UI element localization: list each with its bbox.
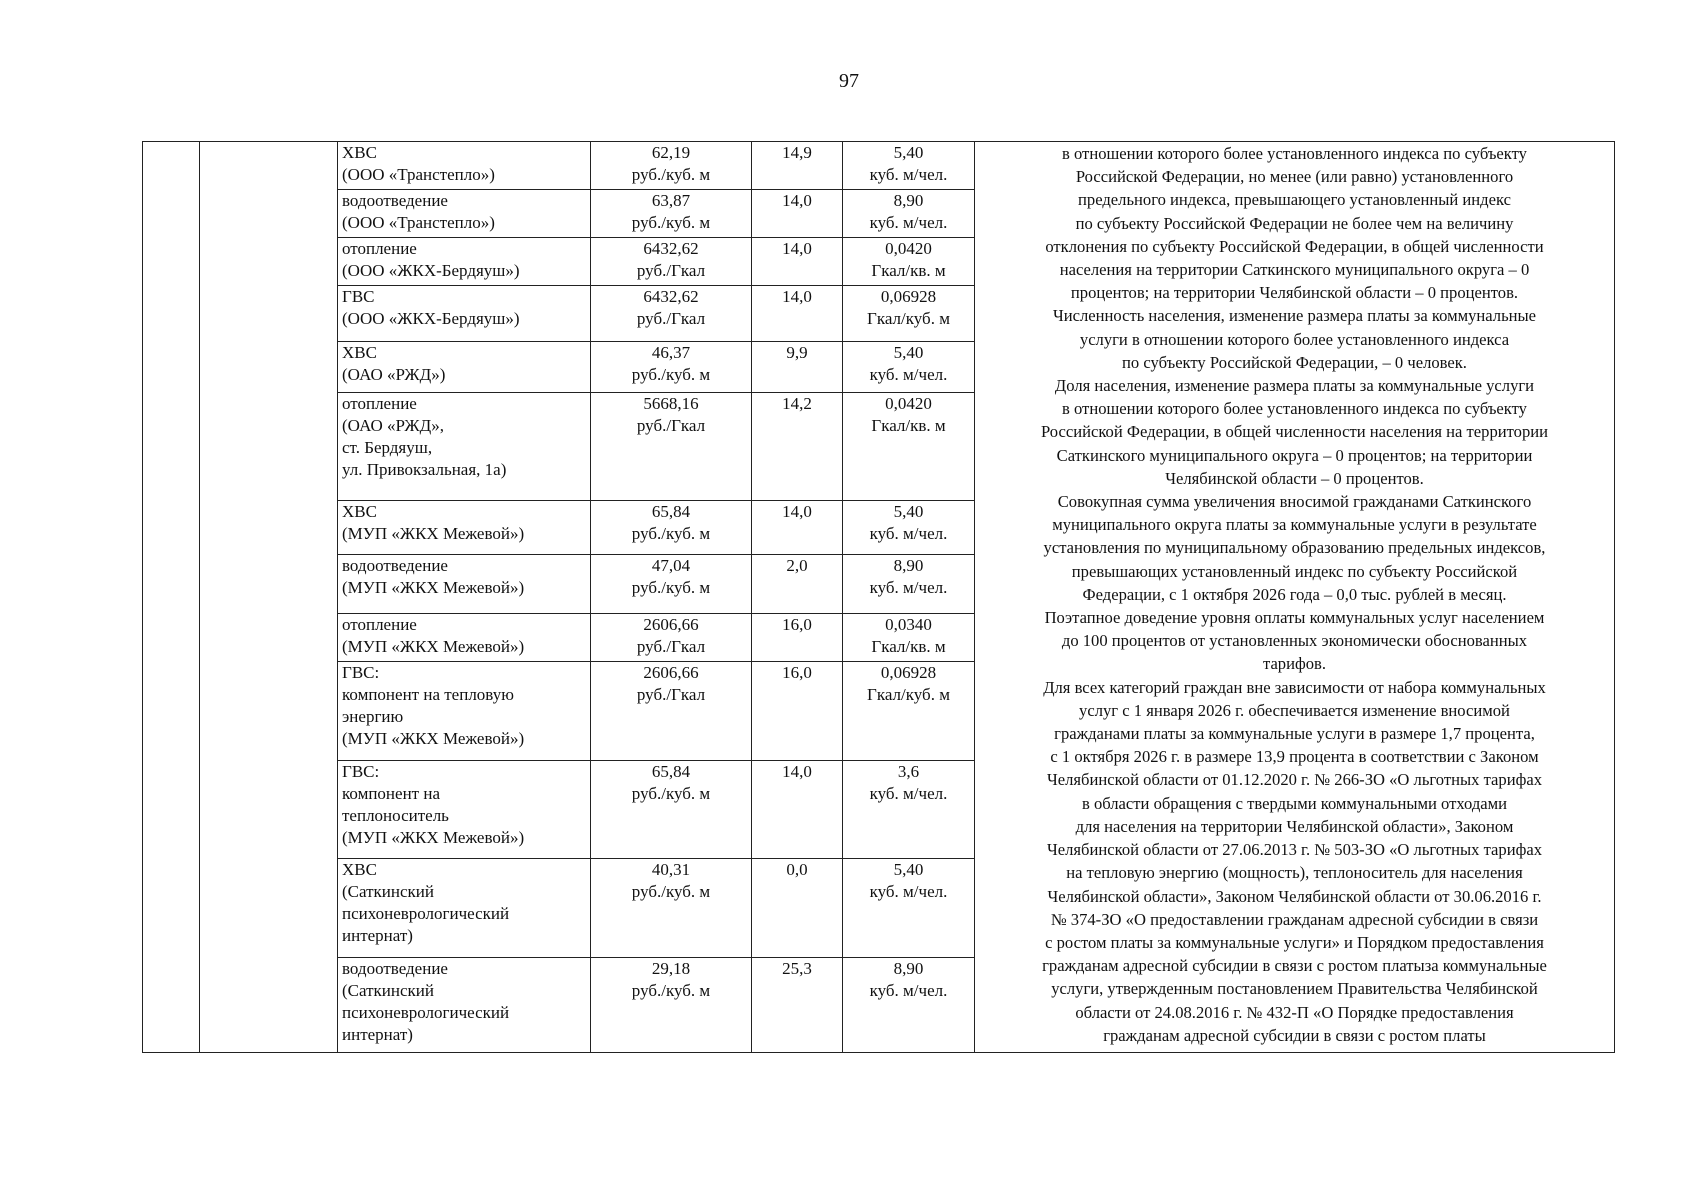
volume-cell (843, 662, 975, 760)
volume-cell (843, 238, 975, 286)
service-cell (338, 859, 591, 957)
volume-cell (843, 500, 975, 555)
volume-line: 5,40 (893, 343, 924, 363)
index-cell: 9,9 (752, 342, 843, 393)
note-line: услуг с 1 января 2026 г. обеспечивается изменение вносимой (1079, 700, 1510, 720)
tariff-line: 5668,16 (643, 394, 699, 414)
service-cell (338, 190, 591, 238)
tariff-cell (591, 142, 752, 190)
index-cell: 14,0 (752, 500, 843, 555)
tariff-line: руб./куб. м (631, 578, 711, 598)
tariff-cell (591, 393, 752, 500)
volume-line: Гкал/кв. м (871, 261, 946, 281)
service-line: ст. Бердяуш, (342, 438, 433, 458)
volume-line: 5,40 (893, 860, 924, 880)
note-line: Поэтапное доведение уровня оплаты коммунальных услуг населением (1044, 608, 1545, 628)
note-line: процентов; на территории Челябинской области – 0 процентов. (1070, 283, 1519, 303)
volume-line: куб. м/чел. (869, 980, 948, 1000)
tariff-cell (591, 555, 752, 614)
service-line: (ООО «Транстепло») (342, 165, 495, 184)
volume-cell (843, 957, 975, 1052)
volume-line: 0,0340 (885, 614, 932, 634)
note-line: № 374-ЗО «О предоставлении гражданам адресной субсидии в связи (1050, 909, 1539, 929)
tariff-line: руб./куб. м (631, 980, 711, 1000)
note-line: по субъекту Российской Федерации, – 0 человек. (1122, 352, 1467, 372)
empty-cell-a (143, 142, 200, 1053)
tariff-cell (591, 286, 752, 342)
volume-cell (843, 393, 975, 500)
table-row (143, 142, 1615, 190)
tariff-table (142, 141, 1615, 1053)
note-line: области от 24.08.2016 г. № 432-П «О Порядке предоставления (1075, 1002, 1514, 1022)
service-line: психоневрологический (342, 904, 510, 924)
index-cell: 14,9 (752, 142, 843, 190)
service-line: (МУП «ЖКХ Межевой») (342, 636, 525, 656)
index-cell: 14,0 (752, 760, 843, 858)
index-cell: 0,0 (752, 859, 843, 957)
note-line: до 100 процентов от установленных экономически обоснованных (1061, 631, 1528, 651)
note-line: в отношении которого более установленного индекса по субъекту (1062, 399, 1527, 419)
tariff-cell (591, 500, 752, 555)
note-line: с ростом платы за коммунальные услуги» и Порядком предоставления (1045, 932, 1544, 952)
note-line: Челябинской области», Законом Челябинской области от 30.06.2016 г. (1047, 886, 1542, 906)
note-line: Совокупная сумма увеличения вносимой гражданами Саткинского (1057, 492, 1532, 512)
service-line: (МУП «ЖКХ Межевой») (342, 827, 525, 847)
service-line: (МУП «ЖКХ Межевой») (342, 578, 525, 598)
index-cell: 14,2 (752, 393, 843, 500)
volume-cell (843, 342, 975, 393)
tariff-cell (591, 859, 752, 957)
tariff-line: 65,84 (651, 761, 691, 781)
service-line: ХВС (342, 343, 377, 363)
volume-line: куб. м/чел. (869, 213, 948, 233)
note-line: Для всех категорий граждан вне зависимости от набора коммунальных (1043, 677, 1546, 697)
tariff-line: 46,37 (651, 343, 691, 363)
volume-line: 0,0420 (885, 239, 932, 259)
note-line: установления по муниципальному образованию предельных индексов, (1043, 538, 1546, 558)
volume-line: куб. м/чел. (869, 783, 948, 803)
tariff-line: руб./куб. м (631, 213, 711, 233)
note-line: Федерации, с 1 октября 2026 года – 0,0 тыс. рублей в месяц. (1082, 584, 1507, 604)
note-line: гражданам адресной субсидии в связи с ростом платыза коммунальные (1042, 956, 1547, 976)
note-line: с 1 октября 2026 г. в размере 13,9 процента в соответствии с Законом (1050, 747, 1539, 767)
volume-cell (843, 142, 975, 190)
tariff-cell (591, 957, 752, 1052)
service-cell (338, 238, 591, 286)
volume-line: 5,40 (893, 143, 924, 162)
service-line: ГВС (342, 287, 375, 307)
volume-line: Гкал/кв. м (871, 416, 946, 436)
service-line: ГВС: (342, 761, 380, 781)
tariff-line: руб./куб. м (631, 523, 711, 543)
tariff-line: руб./Гкал (636, 261, 706, 281)
service-line: отопление (342, 239, 417, 259)
tariff-cell (591, 342, 752, 393)
volume-line: куб. м/чел. (869, 165, 948, 184)
note-line: Челябинской области – 0 процентов. (1165, 468, 1424, 488)
tariff-cell (591, 190, 752, 238)
note-line: в области обращения с твердыми коммунальными отходами (1081, 793, 1508, 813)
volume-cell (843, 760, 975, 858)
volume-cell (843, 555, 975, 614)
service-line: интернат) (342, 1024, 413, 1044)
empty-cell-b (200, 142, 338, 1053)
service-line: ГВС: (342, 663, 380, 683)
service-line: ул. Привокзальная, 1а) (342, 460, 507, 480)
service-line: водоотведение (342, 191, 448, 211)
tariff-line: руб./Гкал (636, 416, 706, 436)
page-number: 97 (839, 70, 859, 92)
note-line: муниципального округа платы за коммунальные услуги в результате (1052, 515, 1537, 535)
service-cell (338, 555, 591, 614)
volume-line: 0,06928 (880, 287, 937, 307)
note-line: гражданам адресной субсидии в связи с ростом платы (1103, 1025, 1486, 1045)
tariff-cell (591, 238, 752, 286)
note-line: Российской Федерации, но менее (или равно) установленного (1075, 167, 1514, 187)
note-line: Российской Федерации, в общей численности населения на территории (1040, 422, 1549, 442)
service-line: отопление (342, 614, 417, 634)
note-line: услуги, утвержденным постановлением Правительства Челябинской (1051, 979, 1538, 999)
index-cell: 14,0 (752, 238, 843, 286)
service-line: теплоноситель (342, 805, 449, 825)
service-line: (Саткинский (342, 882, 434, 902)
volume-line: куб. м/чел. (869, 882, 948, 902)
service-line: (Саткинский (342, 980, 434, 1000)
tariff-cell (591, 760, 752, 858)
note-line: превышающих установленный индекс по субъекту Российской (1071, 561, 1518, 581)
volume-line: Гкал/куб. м (867, 309, 950, 329)
tariff-line: 62,19 (651, 143, 691, 162)
note-line: Саткинского муниципального округа – 0 процентов; на территории (1056, 445, 1533, 465)
index-cell: 14,0 (752, 286, 843, 342)
volume-line: Гкал/куб. м (867, 685, 950, 705)
tariff-line: руб./Гкал (636, 636, 706, 656)
tariff-line: 63,87 (651, 191, 691, 211)
note-line: в отношении которого более установленного индекса по субъекту (1062, 144, 1527, 163)
service-line: ХВС (342, 860, 377, 880)
tariff-cell (591, 662, 752, 760)
service-line: компонент на тепловую (342, 685, 514, 705)
service-cell (338, 500, 591, 555)
tariff-line: 2606,66 (643, 614, 699, 634)
index-cell: 16,0 (752, 662, 843, 760)
tariff-line: 65,84 (651, 501, 691, 521)
volume-line: Гкал/кв. м (871, 636, 946, 656)
service-cell (338, 760, 591, 858)
note-line: тарифов. (1262, 654, 1327, 674)
index-cell: 16,0 (752, 613, 843, 661)
volume-line: 0,0420 (885, 394, 932, 414)
volume-line: 0,06928 (880, 663, 937, 683)
note-cell (975, 142, 1615, 1053)
note-line: услуги в отношении которого более установленного индекса (1079, 329, 1510, 349)
volume-cell (843, 859, 975, 957)
service-cell (338, 957, 591, 1052)
tariff-cell (591, 613, 752, 661)
service-line: (ОАО «РЖД») (342, 365, 446, 385)
tariff-line: 40,31 (651, 860, 691, 880)
note-line: гражданами платы за коммунальные услуги в размере 1,7 процента, (1054, 724, 1535, 744)
tariff-line: руб./куб. м (631, 365, 711, 385)
volume-line: куб. м/чел. (869, 365, 948, 385)
tariff-line: руб./куб. м (631, 165, 711, 184)
service-line: водоотведение (342, 958, 448, 978)
service-line: (ООО «ЖКХ-Бердяуш») (342, 261, 520, 281)
service-cell (338, 342, 591, 393)
service-cell (338, 662, 591, 760)
service-line: ХВС (342, 143, 377, 162)
volume-line: 8,90 (893, 958, 924, 978)
volume-cell (843, 286, 975, 342)
tariff-line: 6432,62 (643, 287, 699, 307)
service-line: психоневрологический (342, 1002, 510, 1022)
service-cell (338, 142, 591, 190)
note-line: Челябинской области от 01.12.2020 г. № 266-ЗО «О льготных тарифах (1046, 770, 1543, 790)
index-cell: 2,0 (752, 555, 843, 614)
service-cell (338, 286, 591, 342)
tariff-line: 47,04 (651, 556, 691, 576)
note-line: населения на территории Саткинского муниципального округа – 0 (1059, 260, 1530, 280)
tariff-line: 29,18 (651, 958, 691, 978)
note-line: отклонения по субъекту Российской Федерации, в общей численности (1045, 236, 1544, 256)
volume-line: 3,6 (897, 761, 920, 781)
tariff-line: руб./Гкал (636, 309, 706, 329)
service-cell (338, 613, 591, 661)
tariff-line: 2606,66 (643, 663, 699, 683)
volume-cell (843, 613, 975, 661)
index-cell: 25,3 (752, 957, 843, 1052)
service-line: (ООО «Транстепло») (342, 213, 495, 233)
note-line: по субъекту Российской Федерации не более чем на величину (1075, 213, 1514, 233)
note-line: предельного индекса, превышающего установленный индекс (1078, 190, 1511, 210)
service-line: (МУП «ЖКХ Межевой») (342, 523, 525, 543)
service-line: (ООО «ЖКХ-Бердяуш») (342, 309, 520, 329)
tariff-line: 6432,62 (643, 239, 699, 259)
tariff-line: руб./Гкал (636, 685, 706, 705)
volume-line: 5,40 (893, 501, 924, 521)
tariff-line: руб./куб. м (631, 783, 711, 803)
service-line: ХВС (342, 501, 377, 521)
service-line: водоотведение (342, 556, 448, 576)
note-line: Доля населения, изменение размера платы за коммунальные услуги (1054, 376, 1535, 396)
note-line: для населения на территории Челябинской области», Законом (1075, 816, 1514, 836)
volume-line: куб. м/чел. (869, 578, 948, 598)
volume-line: 8,90 (893, 556, 924, 576)
note-line: Челябинской области от 27.06.2013 г. № 503-ЗО «О льготных тарифах (1046, 840, 1543, 860)
tariff-line: руб./куб. м (631, 882, 711, 902)
service-line: (МУП «ЖКХ Межевой») (342, 729, 525, 749)
volume-line: 8,90 (893, 191, 924, 211)
volume-cell (843, 190, 975, 238)
note-line: Численность населения, изменение размера платы за коммунальные (1052, 306, 1537, 326)
service-cell (338, 393, 591, 500)
service-line: интернат) (342, 926, 413, 946)
service-line: отопление (342, 394, 417, 414)
volume-line: куб. м/чел. (869, 523, 948, 543)
index-cell: 14,0 (752, 190, 843, 238)
service-line: компонент на (342, 783, 440, 803)
service-line: энергию (342, 707, 404, 727)
note-line: на тепловую энергию (мощность), теплоноситель для населения (1066, 863, 1523, 883)
service-line: (ОАО «РЖД», (342, 416, 444, 436)
